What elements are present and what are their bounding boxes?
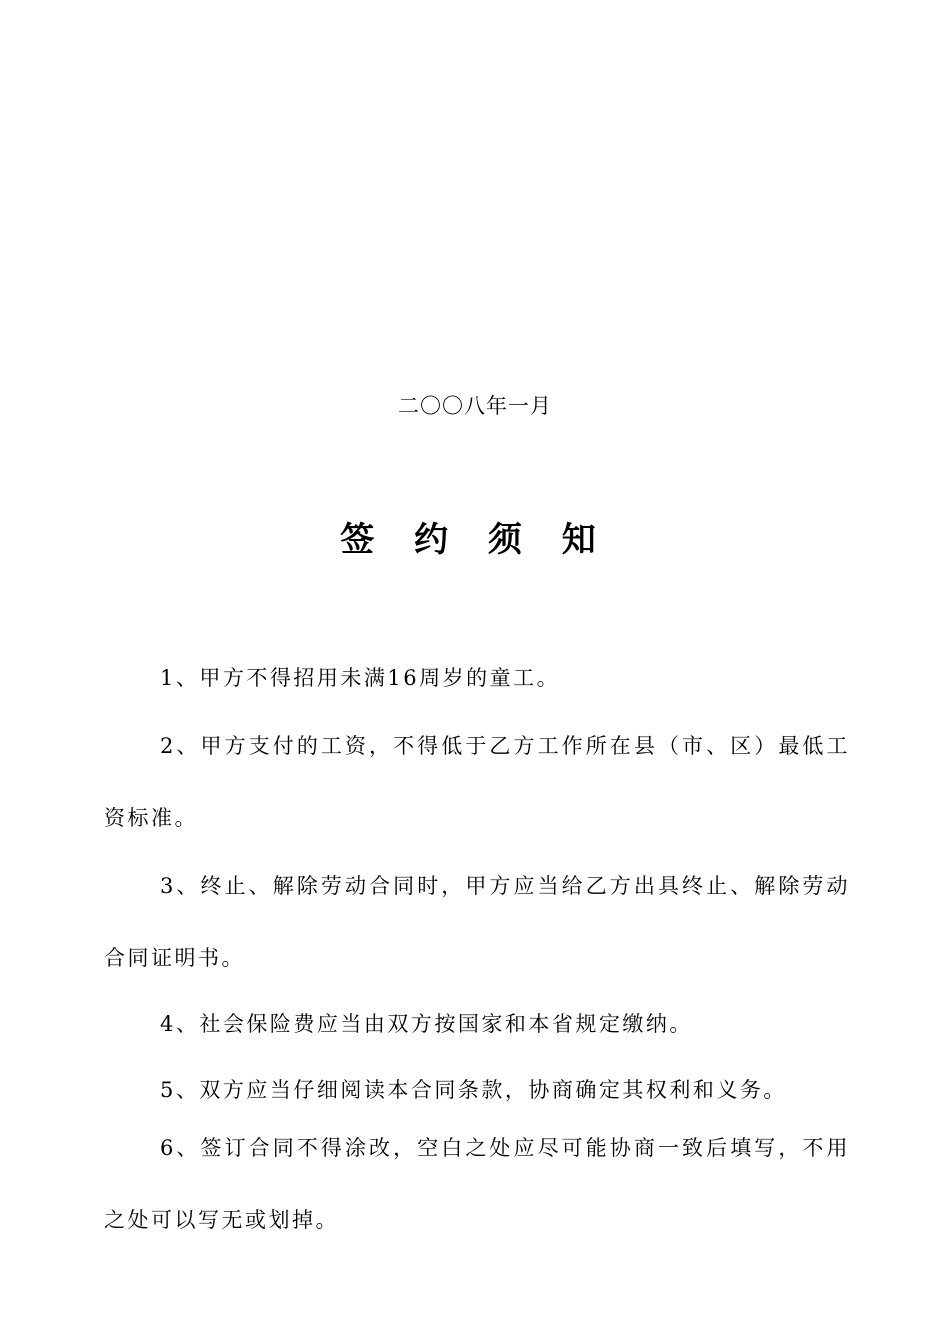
clause-3: 3、终止、解除劳动合同时，甲方应当给乙方出具终止、解除劳动合同证明书。 xyxy=(104,874,850,970)
clause-6: 6、签订合同不得涂改，空白之处应尽可能协商一致后填写，不用之处可以写无或划掉。 xyxy=(104,1136,850,1232)
document-date: 二〇〇八年一月 xyxy=(398,394,552,418)
clause-1: 1、甲方不得招用未满16周岁的童工。 xyxy=(160,666,561,690)
clause-5: 5、双方应当仔细阅读本合同条款，协商确定其权利和义务。 xyxy=(160,1078,787,1102)
clause-2: 2、甲方支付的工资，不得低于乙方工作所在县（市、区）最低工资标准。 xyxy=(104,734,850,830)
clause-4: 4、社会保险费应当由双方按国家和本省规定缴纳。 xyxy=(160,1012,693,1036)
document-title: 签 约 须 知 xyxy=(340,520,610,560)
